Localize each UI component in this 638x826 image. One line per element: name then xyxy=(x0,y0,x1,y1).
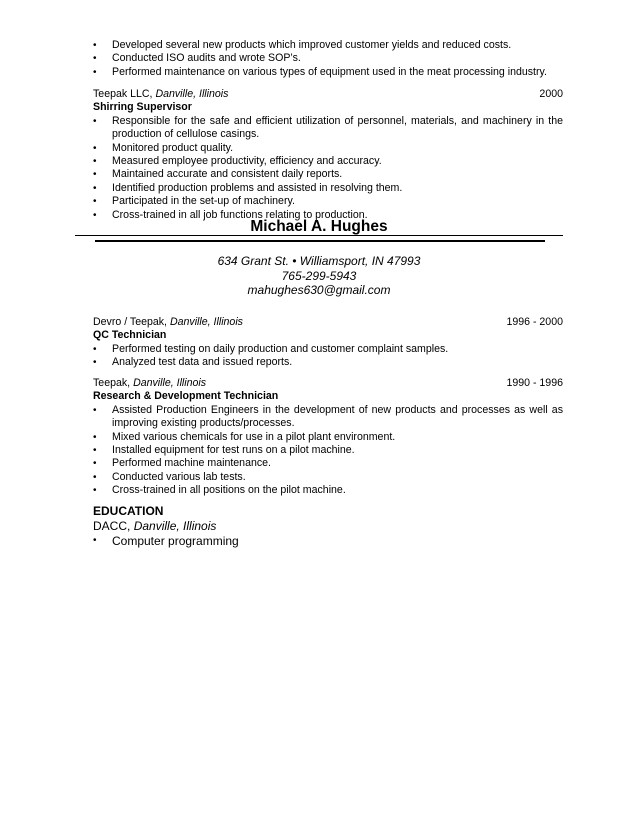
bullet-text: Performed testing on daily production and customer complaint samples. xyxy=(112,342,449,355)
job-devro-teepak xyxy=(93,316,563,370)
previous-job-bullets xyxy=(93,39,563,79)
list-item xyxy=(93,431,563,444)
bullet-icon: • xyxy=(93,169,97,181)
bullet-text: Conducted various lab tests. xyxy=(112,470,246,483)
bullet-text: Performed maintenance on various types of equipment used in the meat processing industry. xyxy=(112,65,547,78)
bullet-text: Measured employee productivity, efficiency and accuracy. xyxy=(112,155,382,168)
job-title: Research & Development Technician xyxy=(93,390,279,403)
list-item xyxy=(93,457,563,470)
bullet-icon: • xyxy=(93,431,97,443)
job-employer-line xyxy=(93,316,563,329)
bullet-text: Maintained accurate and consistent daily reports. xyxy=(112,168,343,181)
list-item xyxy=(93,404,563,431)
bullet-icon: • xyxy=(93,182,97,194)
bullet-text: Assisted Production Engineers in the development of new products and processes as well as improving existing products/processes. xyxy=(112,403,563,430)
bullet-icon: • xyxy=(93,534,97,546)
job-teepak-llc xyxy=(93,88,563,222)
bullet-list xyxy=(93,534,563,549)
bullet-icon: • xyxy=(93,357,97,369)
bullet-text: Identified production problems and assisted in resolving them. xyxy=(112,181,403,194)
bullet-list xyxy=(93,39,563,79)
list-item xyxy=(93,155,563,168)
bullet-text: Developed several new products which improved customer yields and reduced costs. xyxy=(112,39,512,51)
company-name: Devro / Teepak, xyxy=(93,316,168,328)
phone: 765-299-5943 xyxy=(281,268,357,283)
bullet-text: Mixed various chemicals for use in a pilot plant environment. xyxy=(112,430,396,443)
header-rule xyxy=(75,235,563,236)
list-item xyxy=(93,168,563,181)
bullet-icon: • xyxy=(93,343,97,355)
bullet-text: Monitored product quality. xyxy=(112,141,234,154)
bullet-icon: • xyxy=(93,471,97,483)
section-heading: EDUCATION xyxy=(93,504,164,518)
bullet-text: Responsible for the safe and efficient utilization of personnel, materials, and machinery in the production of cellulose casings. xyxy=(112,114,563,141)
bullet-icon: • xyxy=(93,458,97,470)
company-name: Teepak LLC, xyxy=(93,88,153,100)
bullet-text: Computer programming xyxy=(112,533,239,548)
bullet-icon: • xyxy=(93,209,97,221)
list-item xyxy=(93,356,563,369)
job-employer-line xyxy=(93,88,563,101)
company-location: Danville, Illinois xyxy=(169,316,243,328)
bullet-icon: • xyxy=(93,445,97,457)
bullet-icon: • xyxy=(93,196,97,208)
job-date: 1996 - 2000 xyxy=(506,316,563,328)
company-name: Teepak, xyxy=(93,377,131,389)
school-location: Danville, Illinois xyxy=(133,519,217,533)
contact-block xyxy=(0,254,638,298)
bullet-list xyxy=(93,343,563,370)
school-line xyxy=(93,519,563,534)
job-employer-line xyxy=(93,377,563,390)
list-item xyxy=(93,534,563,549)
bullet-text: Cross-trained in all job functions relating to production. xyxy=(112,208,368,221)
company-location: Danville, Illinois xyxy=(155,88,229,100)
bullet-text: Analyzed test data and issued reports. xyxy=(112,356,293,369)
bullet-list xyxy=(93,115,563,222)
job-teepak-rd xyxy=(93,377,563,498)
address: 634 Grant St. • Williamsport, IN 47993 xyxy=(217,254,421,268)
bullet-icon: • xyxy=(93,40,97,51)
applicant-name: Michael A. Hughes xyxy=(250,218,388,235)
job-date: 2000 xyxy=(539,88,563,100)
job-title: QC Technician xyxy=(93,329,167,342)
list-item xyxy=(93,343,563,356)
list-item xyxy=(93,195,563,208)
list-item xyxy=(93,484,563,497)
bullet-list xyxy=(93,404,563,498)
bullet-icon: • xyxy=(93,404,97,416)
list-item xyxy=(93,52,563,65)
education-section xyxy=(93,504,563,548)
job-date: 1990 - 1996 xyxy=(506,377,563,389)
bullet-text: Participated in the set-up of machinery. xyxy=(112,195,295,208)
bullet-icon: • xyxy=(93,115,97,127)
bullet-icon: • xyxy=(93,156,97,168)
bullet-text: Installed equipment for test runs on a pilot machine. xyxy=(112,444,355,457)
bullet-text: Cross-trained in all positions on the pilot machine. xyxy=(112,484,346,497)
bullet-icon: • xyxy=(93,66,97,78)
list-item xyxy=(93,39,563,52)
list-item xyxy=(93,182,563,195)
job-title: Shirring Supervisor xyxy=(93,101,192,114)
bullet-icon: • xyxy=(93,142,97,154)
bullet-text: Conducted ISO audits and wrote SOP’s. xyxy=(112,52,301,65)
header-rule-thick xyxy=(95,240,545,242)
bullet-text: Performed machine maintenance. xyxy=(112,457,271,470)
list-item xyxy=(93,66,563,79)
list-item xyxy=(93,142,563,155)
email: mahughes630@gmail.com xyxy=(247,283,391,297)
list-item xyxy=(93,471,563,484)
list-item xyxy=(93,444,563,457)
bullet-icon: • xyxy=(93,485,97,497)
company-location: Danville, Illinois xyxy=(133,377,207,389)
list-item xyxy=(93,115,563,142)
bullet-icon: • xyxy=(93,53,97,65)
school-name: DACC, xyxy=(93,519,131,533)
